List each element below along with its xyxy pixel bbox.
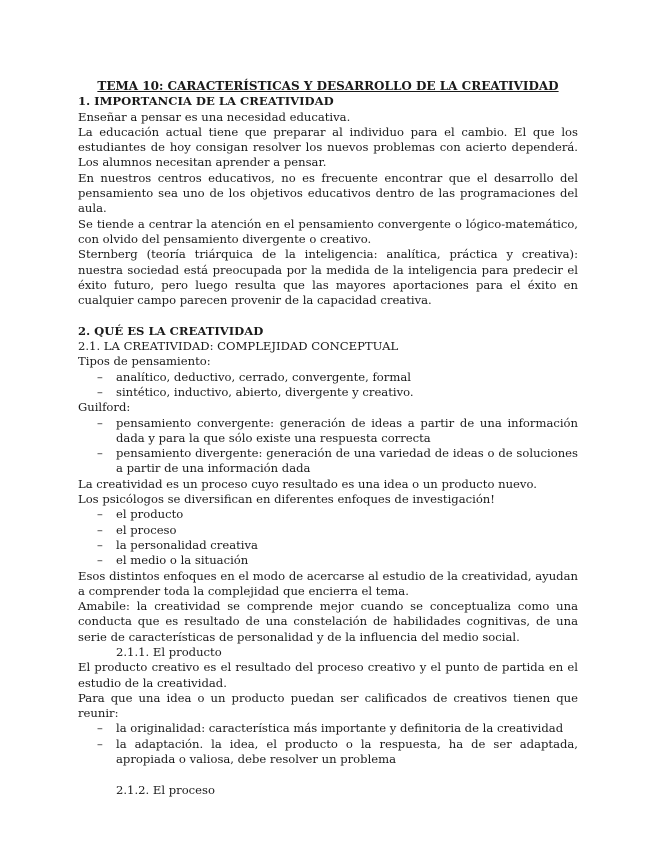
paragraph: Los psicólogos se diversifican en diferentes enfoques de investigación! (78, 492, 495, 507)
list-item: – analítico, deductivo, cerrado, convergente, formal (78, 370, 578, 385)
list-item: – el medio o la situación (78, 553, 578, 568)
paragraph: Se tiende a centrar la atención en el pensamiento convergente o lógico-matemático, con olvido del pensamiento divergente o creativo. (78, 216, 578, 246)
paragraph: Para que una idea o un producto puedan ser calificados de creativos tienen que reunir: (78, 690, 578, 721)
requisitos-list (78, 721, 578, 767)
spacer (78, 308, 578, 323)
guilford-list (78, 416, 578, 477)
list-item: – pensamiento convergente: generación de ideas a partir de una información dada y para la que sólo existe una respuesta correcta (78, 416, 578, 447)
list-item: – la adaptación. la idea, el producto o la respuesta, ha de ser adaptada, apropiada o valiosa, debe resolver un problema (78, 737, 578, 768)
list-label-tipos: Tipos de pensamiento: (78, 354, 211, 369)
spacer (78, 767, 578, 782)
paragraph: Esos distintos enfoques en el modo de acercarse al estudio de la creatividad, ayudan a comprender toda la complejidad que encierra el tema. (78, 568, 578, 598)
paragraph: Amabile: la creatividad se comprende mejor cuando se conceptualiza como una conducta que es resultado de una constelación de habilidades cognitivas, de una serie de características de personalidad y de la influencia del medio social. (78, 599, 578, 644)
document-title: TEMA 10: CARACTERÍSTICAS Y DESARROLLO DE LA CREATIVIDAD (97, 79, 559, 93)
paragraph: Enseñar a pensar es una necesidad educativa. (78, 109, 351, 124)
list-label-guilford: Guilford: (78, 400, 131, 415)
list-item: – la originalidad: característica más importante y definitoria de la creatividad (78, 721, 578, 736)
tipos-list (78, 370, 578, 401)
section-heading-importancia: 1. IMPORTANCIA DE LA CREATIVIDAD (78, 94, 334, 109)
document-page (78, 79, 578, 798)
paragraph: En nuestros centros educativos, no es frecuente encontrar que el desarrollo del pensamiento sea uno de los objetivos educativos dentro de las programaciones del aula. (78, 170, 578, 216)
list-item: – el proceso (78, 523, 578, 538)
list-item: – sintético, inductivo, abierto, divergente y creativo. (78, 385, 578, 400)
subsection-heading-producto: 2.1.1. El producto (116, 644, 222, 659)
list-item: – la personalidad creativa (78, 538, 578, 553)
list-item: – pensamiento divergente: generación de una variedad de ideas o de soluciones a partir de una información dada (78, 446, 578, 477)
subsection-heading: 2.1. LA CREATIVIDAD: COMPLEJIDAD CONCEPTUAL (78, 339, 399, 354)
paragraph: Sternberg (teoría triárquica de la inteligencia: analítica, práctica y creativa): nuestra sociedad está preocupada por la medida de la inteligencia para predecir el éxito futuro, pero luego resulta que las mayores aportaciones para el éxito en cualquier campo parecen provenir de la capacidad creativa. (78, 247, 578, 308)
section-heading-que-es: 2. QUÉ ES LA CREATIVIDAD (78, 323, 264, 338)
subsection-heading-proceso: 2.1.2. El proceso (116, 782, 215, 797)
paragraph: La creatividad es un proceso cuyo resultado es una idea o un producto nuevo. (78, 476, 537, 491)
list-item: – el producto (78, 507, 578, 522)
paragraph: La educación actual tiene que preparar al individuo para el cambio. El que los estudiantes de hoy consigan resolver los nuevos problemas con acierto dependerá. Los alumnos necesitan aprender a pensar. (78, 124, 578, 170)
enfoques-list (78, 507, 578, 568)
paragraph: El producto creativo es el resultado del proceso creativo y el punto de partida en el estudio de la creatividad. (78, 660, 578, 690)
